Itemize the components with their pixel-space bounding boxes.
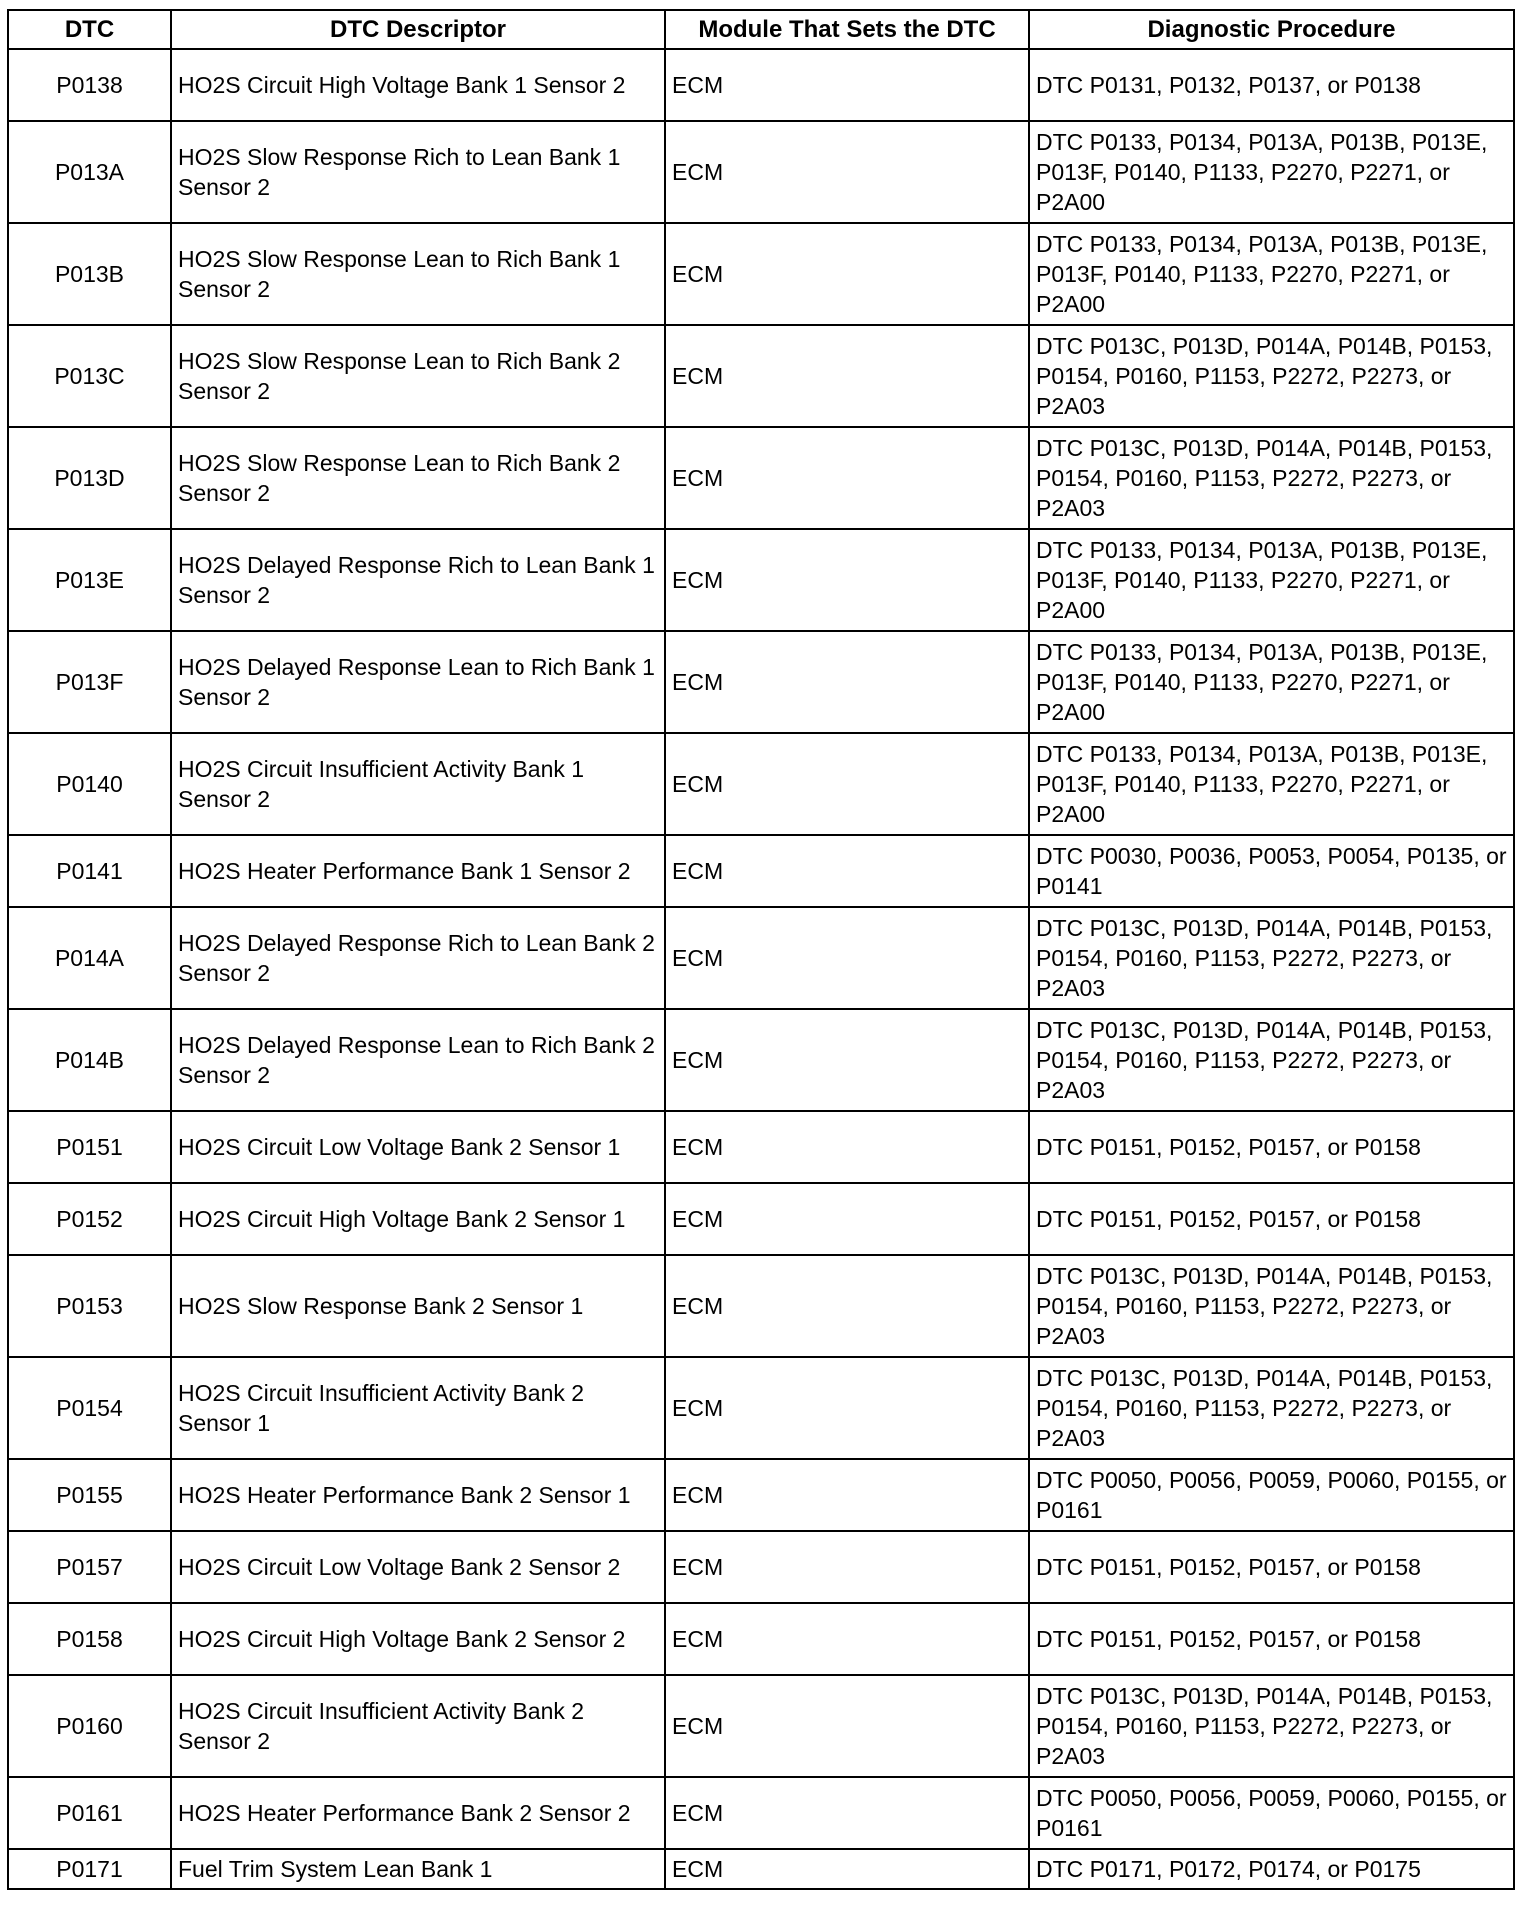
dtc-code: P0138 bbox=[8, 49, 171, 121]
dtc-code: P014A bbox=[8, 907, 171, 1009]
dtc-code: P0153 bbox=[8, 1255, 171, 1357]
table-row bbox=[8, 1183, 1514, 1255]
module: ECM bbox=[665, 49, 1029, 121]
table-row bbox=[8, 529, 1514, 631]
module: ECM bbox=[665, 223, 1029, 325]
table-row bbox=[8, 223, 1514, 325]
dtc-descriptor: HO2S Delayed Response Rich to Lean Bank 2 Sensor 2 bbox=[171, 907, 665, 1009]
diagnostic-procedure: DTC P0151, P0152, P0157, or P0158 bbox=[1029, 1111, 1514, 1183]
dtc-descriptor: HO2S Slow Response Lean to Rich Bank 1 Sensor 2 bbox=[171, 223, 665, 325]
diagnostic-procedure: DTC P013C, P013D, P014A, P014B, P0153, P0154, P0160, P1153, P2272, P2273, or P2A03 bbox=[1029, 427, 1514, 529]
dtc-descriptor: HO2S Delayed Response Rich to Lean Bank 1 Sensor 2 bbox=[171, 529, 665, 631]
dtc-descriptor: Fuel Trim System Lean Bank 1 bbox=[171, 1849, 665, 1889]
dtc-code: P013C bbox=[8, 325, 171, 427]
diagnostic-procedure: DTC P013C, P013D, P014A, P014B, P0153, P0154, P0160, P1153, P2272, P2273, or P2A03 bbox=[1029, 1255, 1514, 1357]
dtc-descriptor: HO2S Circuit Insufficient Activity Bank 2 Sensor 2 bbox=[171, 1675, 665, 1777]
table-row bbox=[8, 1357, 1514, 1459]
diagnostic-procedure: DTC P0133, P0134, P013A, P013B, P013E, P013F, P0140, P1133, P2270, P2271, or P2A00 bbox=[1029, 121, 1514, 223]
dtc-descriptor: HO2S Heater Performance Bank 2 Sensor 2 bbox=[171, 1777, 665, 1849]
module: ECM bbox=[665, 121, 1029, 223]
diagnostic-procedure: DTC P0151, P0152, P0157, or P0158 bbox=[1029, 1531, 1514, 1603]
dtc-code: P0155 bbox=[8, 1459, 171, 1531]
dtc-code: P014B bbox=[8, 1009, 171, 1111]
dtc-descriptor: HO2S Circuit High Voltage Bank 2 Sensor 2 bbox=[171, 1603, 665, 1675]
diagnostic-procedure: DTC P0151, P0152, P0157, or P0158 bbox=[1029, 1183, 1514, 1255]
header-procedure: Diagnostic Procedure bbox=[1029, 10, 1514, 49]
module: ECM bbox=[665, 1531, 1029, 1603]
dtc-descriptor: HO2S Circuit Low Voltage Bank 2 Sensor 1 bbox=[171, 1111, 665, 1183]
diagnostic-procedure: DTC P0030, P0036, P0053, P0054, P0135, or P0141 bbox=[1029, 835, 1514, 907]
diagnostic-procedure: DTC P0050, P0056, P0059, P0060, P0155, or P0161 bbox=[1029, 1777, 1514, 1849]
dtc-code: P013E bbox=[8, 529, 171, 631]
dtc-code: P013F bbox=[8, 631, 171, 733]
diagnostic-procedure: DTC P013C, P013D, P014A, P014B, P0153, P0154, P0160, P1153, P2272, P2273, or P2A03 bbox=[1029, 907, 1514, 1009]
diagnostic-procedure: DTC P0151, P0152, P0157, or P0158 bbox=[1029, 1603, 1514, 1675]
diagnostic-procedure: DTC P0050, P0056, P0059, P0060, P0155, or P0161 bbox=[1029, 1459, 1514, 1531]
dtc-code: P0140 bbox=[8, 733, 171, 835]
diagnostic-procedure: DTC P0131, P0132, P0137, or P0138 bbox=[1029, 49, 1514, 121]
table-row bbox=[8, 1459, 1514, 1531]
module: ECM bbox=[665, 1009, 1029, 1111]
table-row bbox=[8, 1111, 1514, 1183]
dtc-code: P0141 bbox=[8, 835, 171, 907]
table-row bbox=[8, 631, 1514, 733]
module: ECM bbox=[665, 1675, 1029, 1777]
dtc-code: P0154 bbox=[8, 1357, 171, 1459]
dtc-descriptor: HO2S Slow Response Lean to Rich Bank 2 Sensor 2 bbox=[171, 325, 665, 427]
table-row bbox=[8, 1531, 1514, 1603]
dtc-descriptor: HO2S Delayed Response Lean to Rich Bank 1 Sensor 2 bbox=[171, 631, 665, 733]
diagnostic-procedure: DTC P013C, P013D, P014A, P014B, P0153, P0154, P0160, P1153, P2272, P2273, or P2A03 bbox=[1029, 1357, 1514, 1459]
diagnostic-procedure: DTC P0133, P0134, P013A, P013B, P013E, P013F, P0140, P1133, P2270, P2271, or P2A00 bbox=[1029, 631, 1514, 733]
dtc-descriptor: HO2S Slow Response Bank 2 Sensor 1 bbox=[171, 1255, 665, 1357]
table-row bbox=[8, 1675, 1514, 1777]
table-row bbox=[8, 733, 1514, 835]
diagnostic-procedure: DTC P013C, P013D, P014A, P014B, P0153, P0154, P0160, P1153, P2272, P2273, or P2A03 bbox=[1029, 325, 1514, 427]
diagnostic-procedure: DTC P013C, P013D, P014A, P014B, P0153, P0154, P0160, P1153, P2272, P2273, or P2A03 bbox=[1029, 1675, 1514, 1777]
dtc-descriptor: HO2S Heater Performance Bank 2 Sensor 1 bbox=[171, 1459, 665, 1531]
dtc-descriptor: HO2S Circuit High Voltage Bank 2 Sensor 1 bbox=[171, 1183, 665, 1255]
dtc-table bbox=[7, 9, 1515, 1890]
dtc-code: P0151 bbox=[8, 1111, 171, 1183]
dtc-code: P013D bbox=[8, 427, 171, 529]
table-row bbox=[8, 1777, 1514, 1849]
module: ECM bbox=[665, 1111, 1029, 1183]
diagnostic-procedure: DTC P0133, P0134, P013A, P013B, P013E, P013F, P0140, P1133, P2270, P2271, or P2A00 bbox=[1029, 733, 1514, 835]
table-row bbox=[8, 1603, 1514, 1675]
diagnostic-procedure: DTC P0133, P0134, P013A, P013B, P013E, P013F, P0140, P1133, P2270, P2271, or P2A00 bbox=[1029, 529, 1514, 631]
dtc-descriptor: HO2S Circuit High Voltage Bank 1 Sensor 2 bbox=[171, 49, 665, 121]
table-row bbox=[8, 325, 1514, 427]
header-module: Module That Sets the DTC bbox=[665, 10, 1029, 49]
module: ECM bbox=[665, 427, 1029, 529]
module: ECM bbox=[665, 1603, 1029, 1675]
table-row bbox=[8, 1849, 1514, 1889]
diagnostic-procedure: DTC P0171, P0172, P0174, or P0175 bbox=[1029, 1849, 1514, 1889]
module: ECM bbox=[665, 1357, 1029, 1459]
module: ECM bbox=[665, 733, 1029, 835]
module: ECM bbox=[665, 1255, 1029, 1357]
table-row bbox=[8, 427, 1514, 529]
table-row bbox=[8, 1009, 1514, 1111]
dtc-code: P013A bbox=[8, 121, 171, 223]
table-row bbox=[8, 1255, 1514, 1357]
dtc-descriptor: HO2S Circuit Low Voltage Bank 2 Sensor 2 bbox=[171, 1531, 665, 1603]
header-descriptor: DTC Descriptor bbox=[171, 10, 665, 49]
header-dtc: DTC bbox=[8, 10, 171, 49]
table-header bbox=[8, 10, 1514, 49]
table-row bbox=[8, 49, 1514, 121]
dtc-code: P0161 bbox=[8, 1777, 171, 1849]
module: ECM bbox=[665, 1459, 1029, 1531]
table-body bbox=[8, 49, 1514, 1889]
dtc-descriptor: HO2S Heater Performance Bank 1 Sensor 2 bbox=[171, 835, 665, 907]
module: ECM bbox=[665, 631, 1029, 733]
module: ECM bbox=[665, 325, 1029, 427]
dtc-code: P0157 bbox=[8, 1531, 171, 1603]
diagnostic-procedure: DTC P0133, P0134, P013A, P013B, P013E, P013F, P0140, P1133, P2270, P2271, or P2A00 bbox=[1029, 223, 1514, 325]
module: ECM bbox=[665, 907, 1029, 1009]
dtc-code: P0160 bbox=[8, 1675, 171, 1777]
table-row bbox=[8, 835, 1514, 907]
dtc-descriptor: HO2S Delayed Response Lean to Rich Bank 2 Sensor 2 bbox=[171, 1009, 665, 1111]
dtc-descriptor: HO2S Circuit Insufficient Activity Bank 2 Sensor 1 bbox=[171, 1357, 665, 1459]
module: ECM bbox=[665, 1777, 1029, 1849]
dtc-descriptor: HO2S Circuit Insufficient Activity Bank 1 Sensor 2 bbox=[171, 733, 665, 835]
table-row bbox=[8, 907, 1514, 1009]
diagnostic-procedure: DTC P013C, P013D, P014A, P014B, P0153, P0154, P0160, P1153, P2272, P2273, or P2A03 bbox=[1029, 1009, 1514, 1111]
dtc-code: P0171 bbox=[8, 1849, 171, 1889]
module: ECM bbox=[665, 529, 1029, 631]
module: ECM bbox=[665, 835, 1029, 907]
table-row bbox=[8, 121, 1514, 223]
dtc-code: P013B bbox=[8, 223, 171, 325]
dtc-code: P0158 bbox=[8, 1603, 171, 1675]
dtc-code: P0152 bbox=[8, 1183, 171, 1255]
module: ECM bbox=[665, 1183, 1029, 1255]
module: ECM bbox=[665, 1849, 1029, 1889]
dtc-descriptor: HO2S Slow Response Rich to Lean Bank 1 Sensor 2 bbox=[171, 121, 665, 223]
dtc-descriptor: HO2S Slow Response Lean to Rich Bank 2 Sensor 2 bbox=[171, 427, 665, 529]
